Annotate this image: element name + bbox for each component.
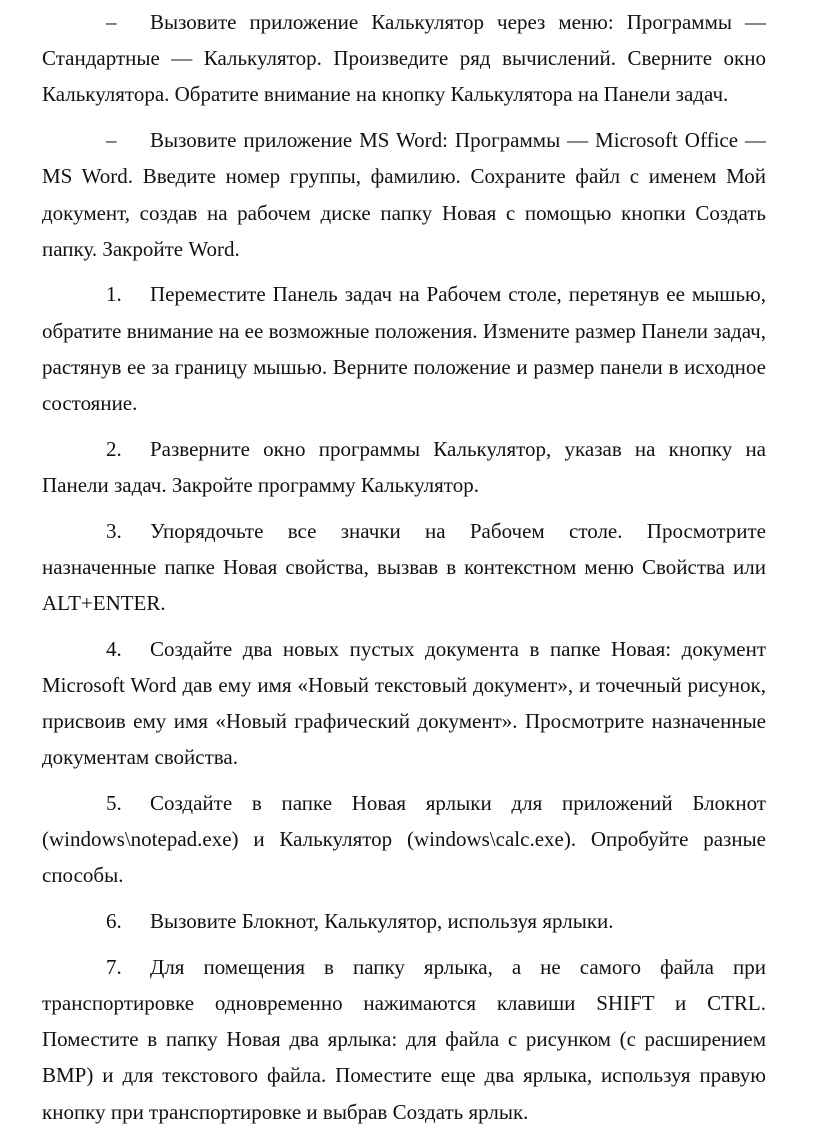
list-marker: –: [106, 10, 117, 34]
list-item-1: [42, 276, 766, 421]
list-marker: 3.: [106, 518, 122, 543]
list-item-text: Вызовите приложение MS Word: Программы — Microsoft Office — MS Word. Введите номер группы, фамилию. Сохраните файл с именем Мой документ, создав на рабочем диске папку Новая с помощью кнопки Создать папку. Закройте Word.: [42, 128, 766, 261]
list-item-3: [42, 513, 766, 622]
list-marker: 4.: [106, 636, 122, 661]
list-item-7: [42, 949, 766, 1130]
list-item-text: Создайте два новых пустых документа в папке Новая: документ Microsoft Word дав ему имя «Новый текстовый документ», и точечный рисунок, присвоив ему имя «Новый графический документ». Просмотрите назначенные документам свойства.: [42, 636, 766, 770]
list-item-text: Для помещения в папку ярлыка, а не самого файла при транспортировке одновременно нажимаются клавиши SHIFT и CTRL. Поместите в папку Новая два ярлыка: для файла с рисунком (с расширением BMP) и для текстового файла. Поместите еще два ярлыка, используя правую кнопку при транспортировке и выбрав Создать ярлык.: [42, 954, 766, 1124]
list-item-4: [42, 631, 766, 776]
list-item-2: [42, 431, 766, 503]
list-marker: 1.: [106, 282, 122, 307]
document-page: [42, 4, 766, 1139]
list-marker: 2.: [106, 436, 122, 461]
list-item-text: Вызовите Блокнот, Калькулятор, используя ярлыки.: [150, 909, 614, 934]
list-item-text: Переместите Панель задач на Рабочем столе, перетянув ее мышью, обратите внимание на ее возможные положения. Измените размер Панели задач, растянув ее за границу мышью. Верните положение и размер панели в исходное состояние.: [42, 282, 766, 416]
list-marker: 6.: [106, 909, 122, 934]
list-item-text: Разверните окно программы Калькулятор, указав на кнопку на Панели задач. Закройте программу Калькулятор.: [42, 436, 766, 497]
list-marker: 7.: [106, 954, 122, 979]
list-item-text: Вызовите приложение Калькулятор через меню: Программы — Стандартные — Калькулятор. Произведите ряд вычислений. Сверните окно Калькулятора. Обратите внимание на кнопку Калькулятора на Панели задач.: [42, 10, 766, 107]
list-marker: –: [106, 128, 117, 153]
list-marker: 5.: [106, 791, 122, 816]
list-item-dash-word: [42, 122, 766, 267]
list-item-dash-calculator: [42, 4, 766, 113]
list-item-6: [42, 903, 766, 939]
list-item-text: Создайте в папке Новая ярлыки для приложений Блокнот (windows\notepad.exe) и Калькулятор (windows\calc.exe). Опробуйте разные способы.: [42, 791, 766, 888]
list-item-text: Упорядочьте все значки на Рабочем столе. Просмотрите назначенные папке Новая свойства, вызвав в контекстном меню Свойства или ALT+ENTER.: [42, 518, 766, 616]
list-item-5: [42, 785, 766, 894]
